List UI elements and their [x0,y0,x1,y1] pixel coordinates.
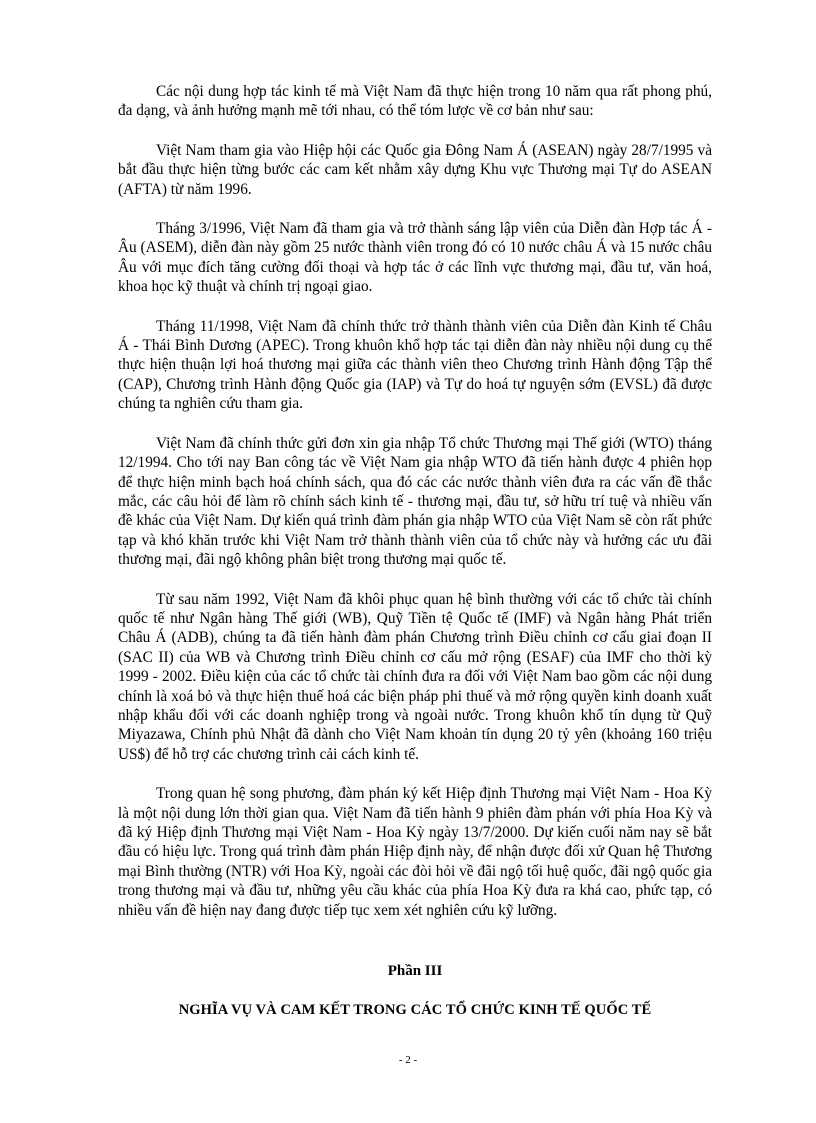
paragraph-wto: Việt Nam đã chính thức gửi đơn xin gia nhập Tổ chức Thương mại Thế giới (WTO) tháng 12/1994. Cho tới nay Ban công tác về Việt Nam gia nhập WTO đã tiến hành được 4 phiên họp để thực hiện minh bạch hoá chính sách, qua đó các các nước thành viên đưa ra các vấn đề thắc mắc, các câu hỏi để làm rõ chính sách kinh tế - thương mại, đầu tư, sở hữu trí tuệ và nhiều vấn đề khác của Việt Nam. Dự kiến quá trình đàm phán gia nhập WTO của Việt Nam sẽ còn rất phức tạp và khó khăn trước khi Việt Nam trở thành thành viên của tổ chức này và hưởng các ưu đãi thương mại, đãi ngộ không phân biệt trong thương mại quốc tế. [118,434,712,569]
section-title: NGHĨA VỤ VÀ CAM KẾT TRONG CÁC TỔ CHỨC KINH TẾ QUỐC TẾ [178,1002,652,1019]
document-page [118,82,712,1019]
paragraph-financial-institutions: Từ sau năm 1992, Việt Nam đã khôi phục quan hệ bình thường với các tổ chức tài chính quốc tế như Ngân hàng Thế giới (WB), Quỹ Tiền tệ Quốc tế (IMF) và Ngân hàng Phát triển Châu Á (ADB), chúng ta đã tiến hành đàm phán Chương trình Điều chỉnh cơ cấu giai đoạn II (SAC II) của WB và Chương trình Điều chỉnh cơ cấu mở rộng (ESAF) của IMF cho thời kỳ 1999 - 2002. Điều kiện của các tổ chức tài chính đưa ra đối với Việt Nam bao gồm các nội dung chính là xoá bỏ và thực hiện thuế hoá các biện pháp phi thuế và mở rộng quyền kinh doanh xuất nhập khẩu đối với các doanh nghiệp trong và ngoài nước. Trong khuôn khổ tín dụng từ Quỹ Miyazawa, Chính phủ Nhật đã dành cho Việt Nam khoản tín dụng 20 tỷ yên (khoảng 160 triệu US$) để hỗ trợ các chương trình cải cách kinh tế. [118,590,712,763]
paragraph-asem: Tháng 3/1996, Việt Nam đã tham gia và trở thành sáng lập viên của Diễn đàn Hợp tác Á - Âu (ASEM), diễn đàn này gồm 25 nước thành viên trong đó có 10 nước châu Á và 15 nước châu Âu với mục đích tăng cường đối thoại và hợp tác ở các lĩnh vực thương mại, đầu tư, văn hoá, khoa học kỹ thuật và chính trị ngoại giao. [118,220,712,296]
part-title: Phần III [387,963,443,980]
paragraph-bilateral: Trong quan hệ song phương, đàm phán ký kết Hiệp định Thương mại Việt Nam - Hoa Kỳ là một nội dung lớn thời gian qua. Việt Nam đã tiến hành 9 phiên đàm phán với phía Hoa Kỳ và đã ký Hiệp định Thương mại Việt Nam - Hoa Kỳ ngày 13/7/2000. Dự kiến cuối năm nay sẽ bắt đầu có hiệu lực. Trong quá trình đàm phán Hiệp định này, để nhận được đối xử Quan hệ Thương mại Bình thường (NTR) với Hoa Kỳ, ngoài các đòi hỏi về đãi ngộ tối huệ quốc, đãi ngộ quốc gia trong thương mại và đầu tư, những yêu cầu khác của phía Hoa Kỳ đưa ra khá cao, phức tạp, có nhiều vấn đề hiện nay đang được tiếp tục xem xét nghiên cứu kỹ lưỡng. [118,785,712,919]
page-number: - 2 - [398,1054,418,1066]
paragraph-apec: Tháng 11/1998, Việt Nam đã chính thức trở thành thành viên của Diễn đàn Kinh tế Châu Á - Thái Bình Dương (APEC). Trong khuôn khổ hợp tác tại diễn đàn này nhiều nội dung cụ thể thực hiện thuận lợi hoá thương mại giữa các thành viên theo Chương trình Hành động Tập thể (CAP), Chương trình Hành động Quốc gia (IAP) và Tự do hoá tự nguyện sớm (EVSL) đã được chúng ta nghiên cứu tham gia. [118,317,712,413]
paragraph-intro: Các nội dung hợp tác kinh tế mà Việt Nam đã thực hiện trong 10 năm qua rất phong phú, đa dạng, và ảnh hưởng mạnh mẽ tới nhau, có thể tóm lược về cơ bản như sau: [118,83,712,120]
paragraph-asean: Việt Nam tham gia vào Hiệp hội các Quốc gia Đông Nam Á (ASEAN) ngày 28/7/1995 và bắt đầu thực hiện từng bước các cam kết nhằm xây dựng Khu vực Thương mại Tự do ASEAN (AFTA) từ năm 1996. [118,141,712,198]
